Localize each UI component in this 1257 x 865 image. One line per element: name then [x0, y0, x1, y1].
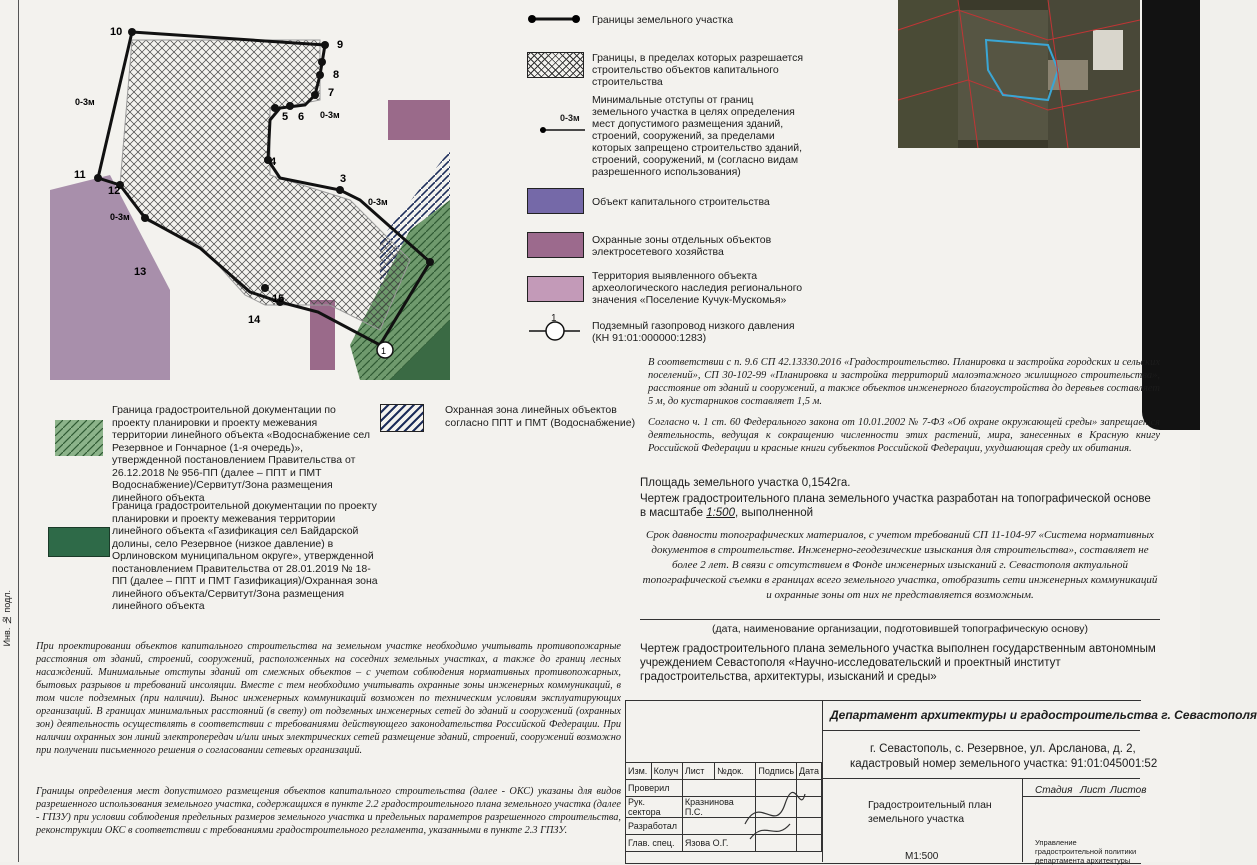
plan-title: Градостроительный план земельного участка [868, 799, 992, 825]
setback-label: 0-3м [368, 197, 388, 207]
stage-divider [1022, 778, 1023, 862]
sheets-label: Листов [1110, 785, 1147, 796]
dept-name: Департамент архитектуры и градостроительства г. Севастополя [830, 708, 1257, 722]
map-point: 15 [272, 293, 285, 305]
topo-caption: (дата, наименование организации, подготовившей топографическую основу) [712, 623, 1088, 635]
margin-line [18, 0, 19, 862]
map-point: 4 [270, 156, 277, 168]
left-note-2: Границы определения мест допустимого размещения объектов капитального строительства (далее - ОКС) указаны для видов разрешенного использования земельного участка, содержащихся в пункте 2.2 градостроительного плана земельного участка (далее - ГПЗУ) при условии соблюдения предельных размеров земельного участка и предельных параметров разрешенного строительства, реконструкции ОКС в соответствии с требованиями градостроительного регламента, указанными в пункте 2.3 ГПЗУ. [36, 786, 621, 836]
map-point: 5 [282, 111, 289, 123]
sheet-label: Лист [1080, 785, 1106, 796]
topo-text: Чертеж градостроительного плана земельного участка разработан на топографической основе в масштабе [640, 493, 1151, 519]
cadastral-rule [822, 778, 1140, 779]
scale-label: М1:500 [905, 851, 939, 862]
gas-marker-label: 1 [381, 346, 387, 356]
topo-scale: 1:500 [706, 507, 735, 519]
topo-done: , выполненной [734, 507, 814, 519]
gas-zone-label: Граница градостроительной документации по проекту планировки и проекту межевания территории линейного объекта «Газификация сел Байдарской долины, село Резервное (низкое давление) в Орлиновском муниципальном округе», утвержденной постановлением Правительства от 28.01.2019 № 18-ПП (далее – ППТ и ПМТ Газификация)/Охранная зона линейного объекта/Сервитут/Зона размещения линейного объекта [112, 500, 378, 612]
map-point: 10 [110, 26, 123, 38]
legend-building-label: Объект капитального строительства [592, 196, 770, 208]
role-cell: Рук. сектора [626, 797, 683, 818]
topo-line [640, 492, 1160, 520]
site-plan-map [50, 0, 450, 380]
legend-boundary-label: Границы земельного участка [592, 14, 734, 26]
col-header: Лист [682, 763, 714, 780]
gas-zone-swatch [48, 527, 110, 557]
org-name: Управление градостроительной политики департамента архитектуры [1035, 838, 1137, 865]
stage-label: Стадия [1035, 785, 1073, 796]
setback-label: 0-3м [320, 110, 340, 120]
role-cell: Разработал [626, 818, 683, 835]
legend-archaeology-swatch [527, 276, 584, 302]
stage-rule [1022, 796, 1140, 797]
col-header: Дата [797, 763, 822, 780]
legend-boundary-symbol [527, 8, 582, 30]
legend-gas-marker: 1 [551, 313, 557, 324]
legend-power-swatch [527, 232, 584, 258]
map-point: 7 [328, 87, 335, 99]
name-cell: Кразнинова П.С. [682, 797, 756, 818]
water-zone-swatch [55, 420, 103, 456]
author-note: Чертеж градостроительного плана земельного участка выполнен государственным автономным учреждением Севастополя «Научно-исследовательский и проектный институт градостроительства, архитектуры, изысканий и среды» [640, 643, 1156, 683]
satellite-image [898, 0, 1140, 148]
role-cell: Глав. спец. [626, 835, 683, 852]
col-header: Изм. [626, 763, 652, 780]
address: г. Севастополь, с. Резервное, ул. Арсланова, д. 2, [870, 743, 1136, 755]
legend-archaeology-label: Территория выявленного объекта археологического наследия регионального значения «Поселение Кучук-Мускомья» [592, 270, 803, 306]
legend-buildable-label: Границы, в пределах которых разрешается строительство объектов капитального строительства [592, 52, 804, 88]
col-header: Подпись [756, 763, 797, 780]
col-header: №док. [715, 763, 756, 780]
dept-rule [822, 730, 1140, 731]
map-point: 8 [333, 69, 340, 81]
map-point: 9 [337, 39, 344, 51]
name-cell: Язова О.Г. [682, 835, 756, 852]
role-cell: Проверил [626, 780, 683, 797]
legend-power-label: Охранные зоны отдельных объектов электросетевого хозяйства [592, 234, 772, 258]
legend-gas-label: Подземный газопровод низкого давления (КН 91:01:000000:1283) [592, 320, 795, 344]
water-protect-swatch [380, 404, 424, 432]
signature-mark [740, 784, 810, 844]
map-point: 11 [74, 169, 86, 181]
setback-label: 0-3м [110, 212, 130, 222]
map-point: 14 [248, 314, 261, 326]
map-point: 12 [108, 185, 121, 197]
margin-label: Инв. № подл. [2, 590, 12, 647]
cadastral-number: кадастровый номер земельного участка: 91:01:045001:52 [850, 758, 1158, 770]
legend-setback-label: Минимальные отступы от границ земельного участка в целях определения мест допустимого размещения зданий, строений, сооружений, за пределами которых запрещено строительство зданий, строений, сооружений, м (согласно видам разрешенного использования) [592, 94, 802, 178]
legend-buildable-swatch [527, 52, 584, 78]
map-point: 13 [134, 266, 147, 278]
water-zone-label: Граница градостроительной документации по проекту планировки и проекту межевания территории линейного объекта «Водоснабжение сел Резервное и Гончарное (1-я очередь)», утвержденной постановлением Правительства от 26.12.2018 № 956-ПП (далее – ППТ и ПМТ Водоснабжение)/Сервитут/Зона размещения линейного объекта [112, 404, 371, 504]
water-protect-label: Охранная зона линейных объектов согласно ППТ и ПМТ (Водоснабжение) [445, 404, 636, 429]
note-paragraph-2: Согласно ч. 1 ст. 60 Федерального закона от 10.01.2002 № 7-ФЗ «Об охране окружающей среды» запрещается деятельность, ведущая к сокращению численности этих растений, мира, занесенных в Красную книгу Российской Федерации и красные книги субъектов Российской Федерации, ухудшающая среду их обитания. [648, 417, 1160, 454]
legend-setback-marker: 0-3м [560, 113, 580, 123]
legend-building-swatch [527, 188, 584, 214]
map-point: 6 [298, 111, 305, 123]
map-point: 3 [340, 173, 347, 185]
parcel-area: Площадь земельного участка 0,1542га. [640, 477, 851, 489]
setback-label: 0-3м [75, 97, 95, 107]
power-zone-right [388, 100, 450, 140]
note-paragraph-3: Срок давности топографических материалов, с учетом требований СП 11-104-97 «Система нормативных документов в строительстве. Инженерно-геодезические изыскания для строительства», составляет не более 2 лет. В связи с отсутствием в Фонде инженерных изысканий г. Севастополя актуальной топографической съемки в границах всего земельного участка, отобразить сети инженерных коммуникаций и охранные зоны от них не представляется возможным. [642, 529, 1158, 601]
left-note-1: При проектировании объектов капитального строительства на земельном участке необходимо учитывать противопожарные расстояния от зданий, строений, сооружений, расположенных на соседних земельных участках, а также до границ лесных насаждений. Минимальные отступы зданий от смежных объектов – с учетом соблюдения нормативных противопожарных, бытовых разрывов и требований инсоляции. Вместе с тем необходимо учитывать охранные зоны инженерных коммуникаций, в том числе подземных (при наличии). Вынос инженерных коммуникаций возможен по техническим условиям эксплуатирующих организаций. В границах минимальных расстояний (в свету) от подземных инженерных сетей до зданий и сооружений (охранных зон) деятельность осуществлять в соответствии с требованиями действующего законодательства Российской Федерации. При наличии охранных зон линий электропередач и/или иных электрических сетей размещение зданий, строений, сооружений возможно при получении письменного решения о согласовании сетевых организаций. [36, 641, 621, 756]
note-paragraph-1: В соответствии с п. 9.6 СП 42.13330.2016 «Градостроительство. Планировка и застройка городских и сельских поселений», СП 30-102-99 «Планировка и застройка территорий малоэтажного жилищного строительства», расстояние от зданий и сооружений, а также объектов инженерного благоустройства до деревьев составляет 5 м, до кустарников составляет 1,5 м. [648, 357, 1160, 407]
title-block-divider [822, 700, 823, 862]
caption-rule [640, 619, 1160, 620]
col-header: Колуч [651, 763, 682, 780]
